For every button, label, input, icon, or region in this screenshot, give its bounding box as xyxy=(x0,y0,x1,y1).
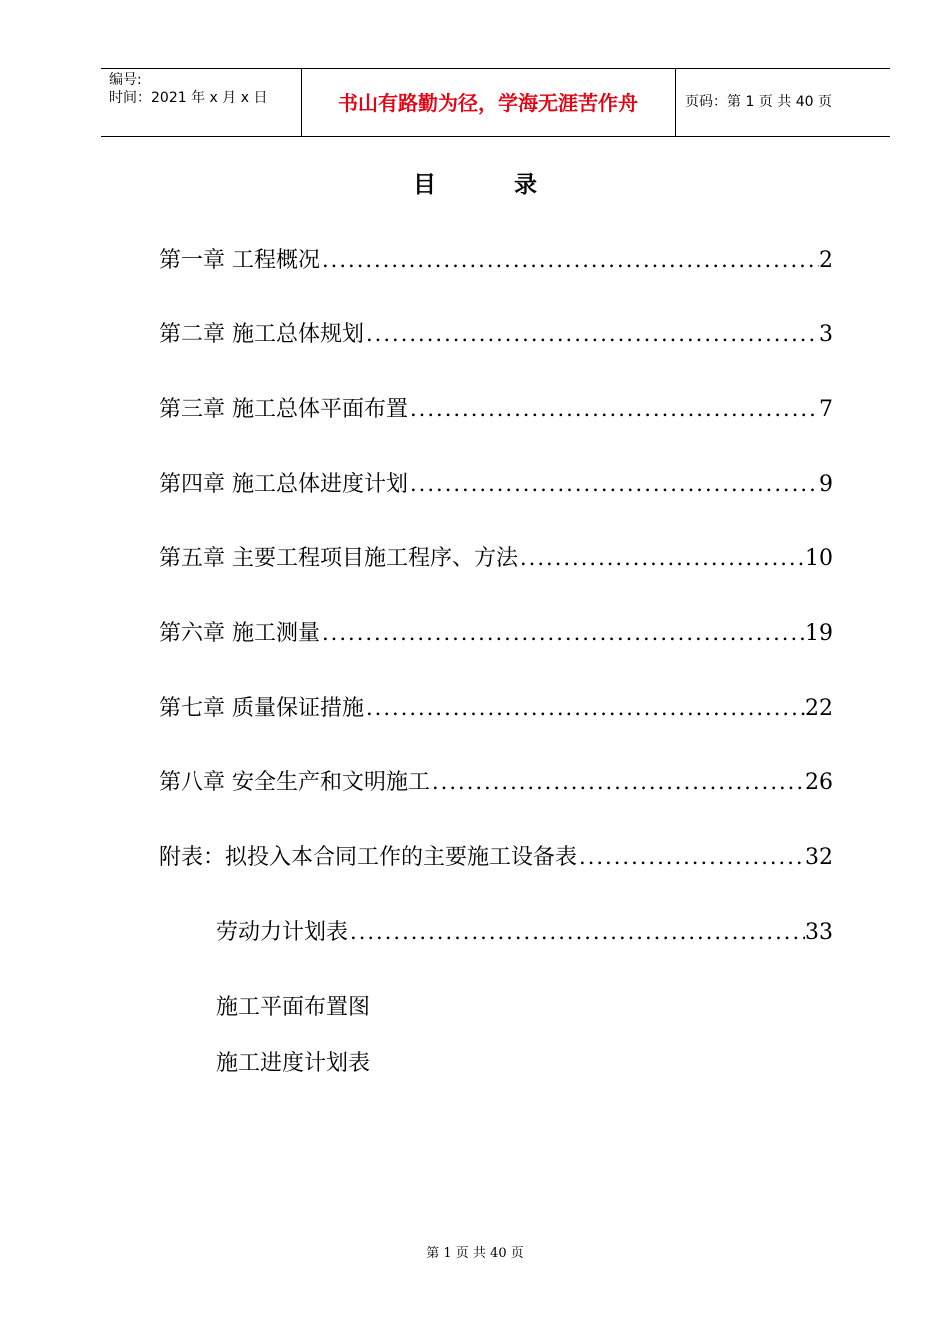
toc-entry-page: 3 xyxy=(819,322,833,347)
toc-leader-dots xyxy=(364,693,805,723)
header-motto-cell xyxy=(301,69,676,136)
toc-entry-label: 附表：拟投入本合同工作的主要施工设备表 xyxy=(159,845,578,870)
toc-entry[interactable] xyxy=(159,842,833,873)
toc-title-right: 录 xyxy=(514,171,537,198)
toc-entry[interactable] xyxy=(159,245,833,276)
toc-entry-label: 第三章 施工总体平面布置 xyxy=(159,397,408,422)
document-time-label: 时间：2021 年 x 月 x 日 xyxy=(109,90,268,106)
toc-entry-label: 第五章 主要工程项目施工程序、方法 xyxy=(159,546,518,571)
toc-entry[interactable] xyxy=(159,767,833,798)
toc-entry[interactable] xyxy=(159,543,833,574)
document-number-label: 编号: xyxy=(109,72,142,88)
toc-entry[interactable] xyxy=(159,618,833,649)
toc-entry-page: 10 xyxy=(805,546,833,571)
toc-extra-item: 施工进度计划表 xyxy=(216,1051,371,1076)
toc-entry-page: 7 xyxy=(819,397,833,422)
toc-leader-dots xyxy=(408,394,819,424)
toc-entry-page: 19 xyxy=(805,621,833,646)
toc-entry-page: 2 xyxy=(819,248,833,273)
page-header xyxy=(101,68,890,137)
toc-entry-label: 第二章 施工总体规划 xyxy=(159,322,364,347)
toc-entry-page: 22 xyxy=(805,696,833,721)
toc-entry-page: 32 xyxy=(805,845,833,870)
toc-leader-dots xyxy=(430,767,805,797)
page-footer: 第 1 页 共 40 页 xyxy=(426,1246,524,1261)
toc-title-left: 目 xyxy=(413,171,436,198)
toc-leader-dots xyxy=(348,917,805,947)
toc-title xyxy=(0,170,950,200)
header-info-cell xyxy=(101,69,302,136)
toc-entry-label: 第六章 施工测量 xyxy=(159,621,320,646)
toc-entry-label: 劳动力计划表 xyxy=(216,920,349,945)
toc-leader-dots xyxy=(577,842,805,872)
toc-entry-label: 第一章 工程概况 xyxy=(159,248,320,273)
toc-entry[interactable] xyxy=(159,394,833,425)
toc-entry[interactable] xyxy=(159,319,833,350)
header-page-code: 页码：第 1 页 共 40 页 xyxy=(685,94,832,110)
toc-leader-dots xyxy=(320,245,819,275)
toc-entry[interactable] xyxy=(216,917,833,948)
toc-entry-label: 第八章 安全生产和文明施工 xyxy=(159,770,430,795)
toc-entry[interactable] xyxy=(159,693,833,724)
toc-entry-page: 33 xyxy=(805,920,833,945)
toc-entry-page: 26 xyxy=(805,770,833,795)
toc-leader-dots xyxy=(364,319,819,349)
toc-extra-item: 施工平面布置图 xyxy=(216,995,371,1020)
toc-leader-dots xyxy=(320,618,805,648)
header-motto: 书山有路勤为径，学海无涯苦作舟 xyxy=(338,91,638,115)
toc-entry[interactable] xyxy=(159,469,833,500)
toc-entry-page: 9 xyxy=(819,472,833,497)
header-page-cell xyxy=(676,69,890,136)
toc-leader-dots xyxy=(518,543,805,573)
toc-entry-label: 第七章 质量保证措施 xyxy=(159,696,364,721)
toc-leader-dots xyxy=(408,469,819,499)
toc-entry-label: 第四章 施工总体进度计划 xyxy=(159,472,408,497)
